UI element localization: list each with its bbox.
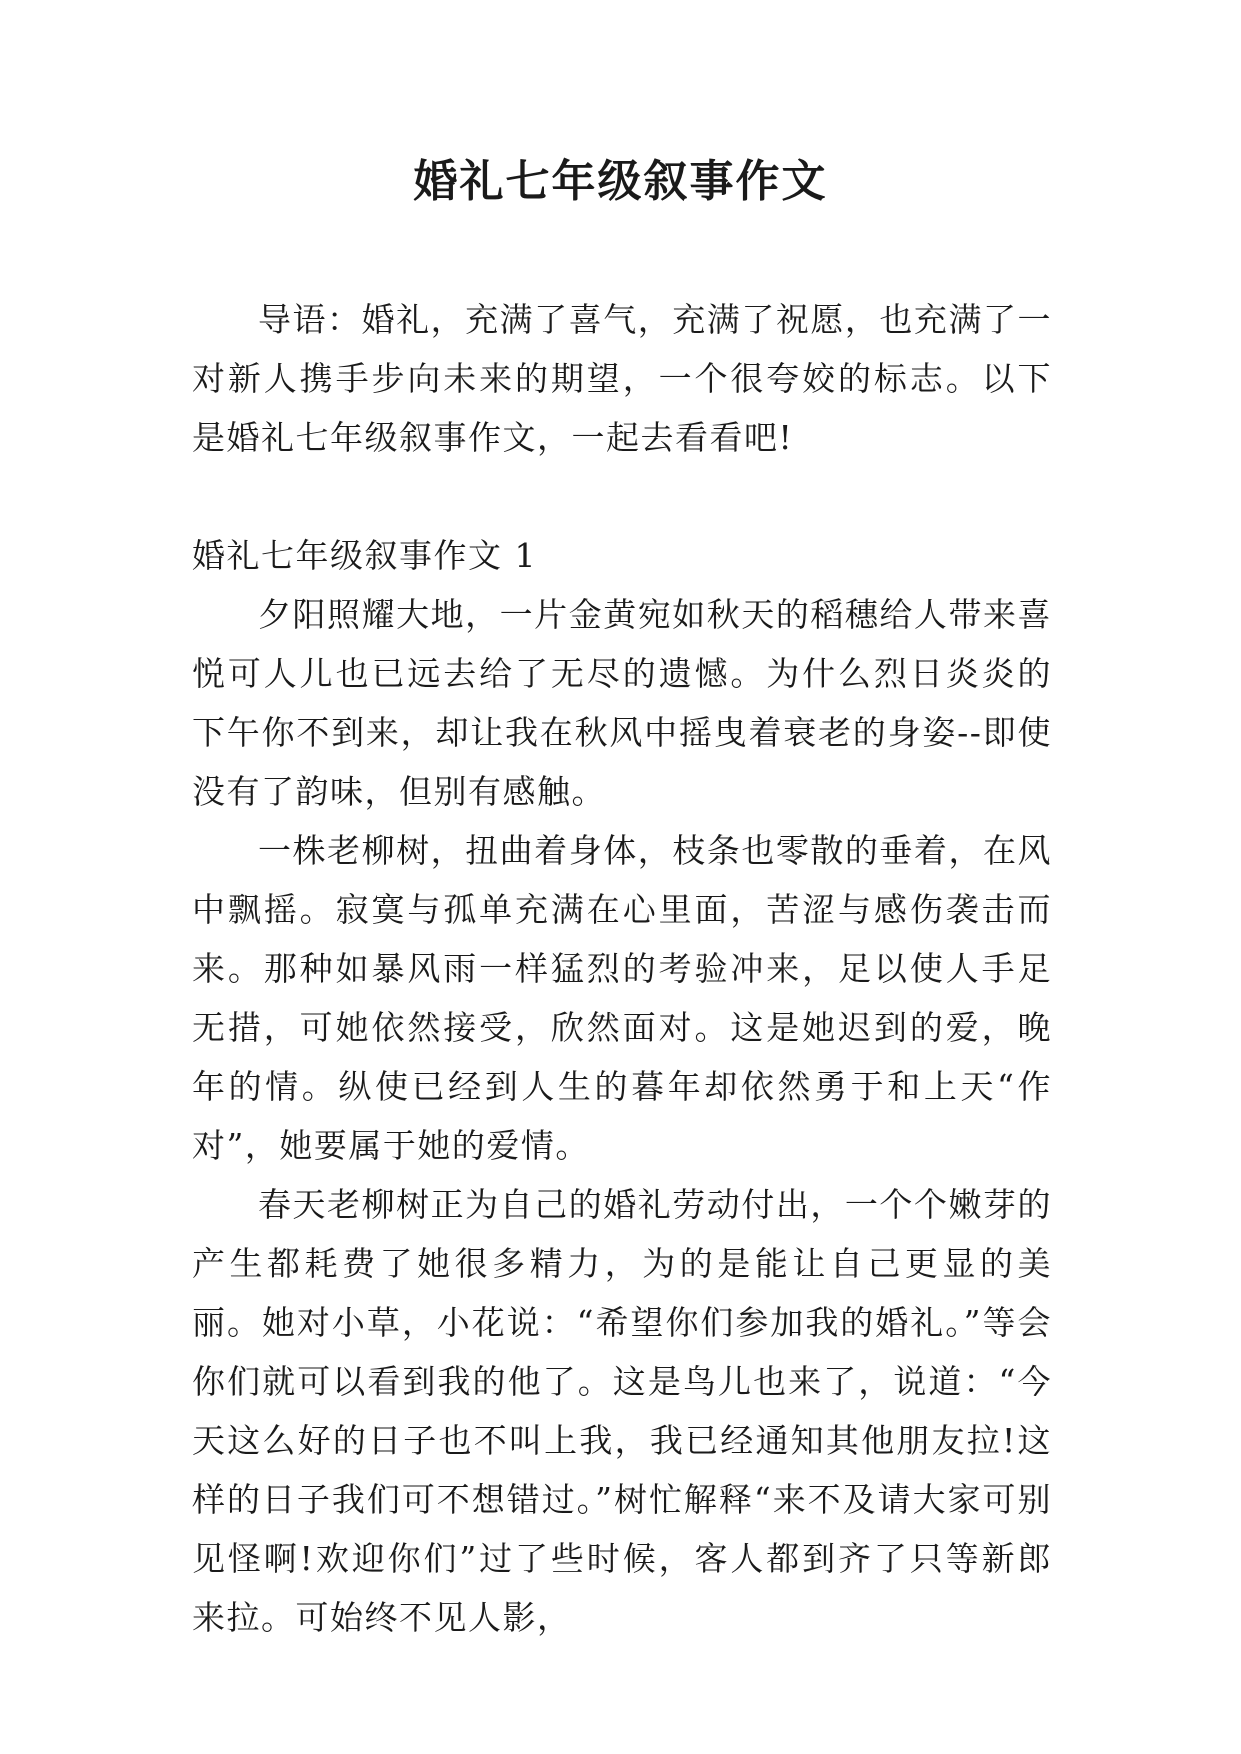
document-title: 婚礼七年级叙事作文 — [413, 156, 828, 207]
document-body — [192, 290, 1052, 1647]
intro-paragraph: 导语：婚礼，充满了喜气，充满了祝愿，也充满了一对新人携手步向未来的期望，一个很夸姣的标志。以下是婚礼七年级叙事作文，一起去看看吧! — [192, 300, 1052, 457]
body-paragraph-3: 春天老柳树正为自己的婚礼劳动付出，一个个嫩芽的产生都耗费了她很多精力，为的是能让自己更显的美丽。她对小草，小花说：“希望你们参加我的婚礼。”等会你们就可以看到我的他了。这是鸟儿也来了，说道：“今天这么好的日子也不叫上我，我已经通知其他朋友拉!这样的日子我们可不想错过。”树忙解释“来不及请大家可别见怪啊!欢迎你们”过了些时候，客人都到齐了只等新郎来拉。可始终不见人影， — [192, 1185, 1052, 1637]
body-paragraph-2: 一株老柳树，扭曲着身体，枝条也零散的垂着，在风中飘摇。寂寞与孤单充满在心里面，苦涩与感伤袭击而来。那种如暴风雨一样猛烈的考验冲来，足以使人手足无措，可她依然接受，欣然面对。这是她迟到的爱，晚年的情。纵使已经到人生的暮年却依然勇于和上天“作对”，她要属于她的爱情。 — [192, 831, 1052, 1165]
body-paragraph-1: 夕阳照耀大地，一片金黄宛如秋天的稻穗给人带来喜悦可人儿也已远去给了无尽的遗憾。为什么烈日炎炎的下午你不到来，却让我在秋风中摇曳着衰老的身姿--即使没有了韵味，但别有感触。 — [192, 595, 1052, 811]
section-heading: 婚礼七年级叙事作文 1 — [192, 536, 537, 575]
